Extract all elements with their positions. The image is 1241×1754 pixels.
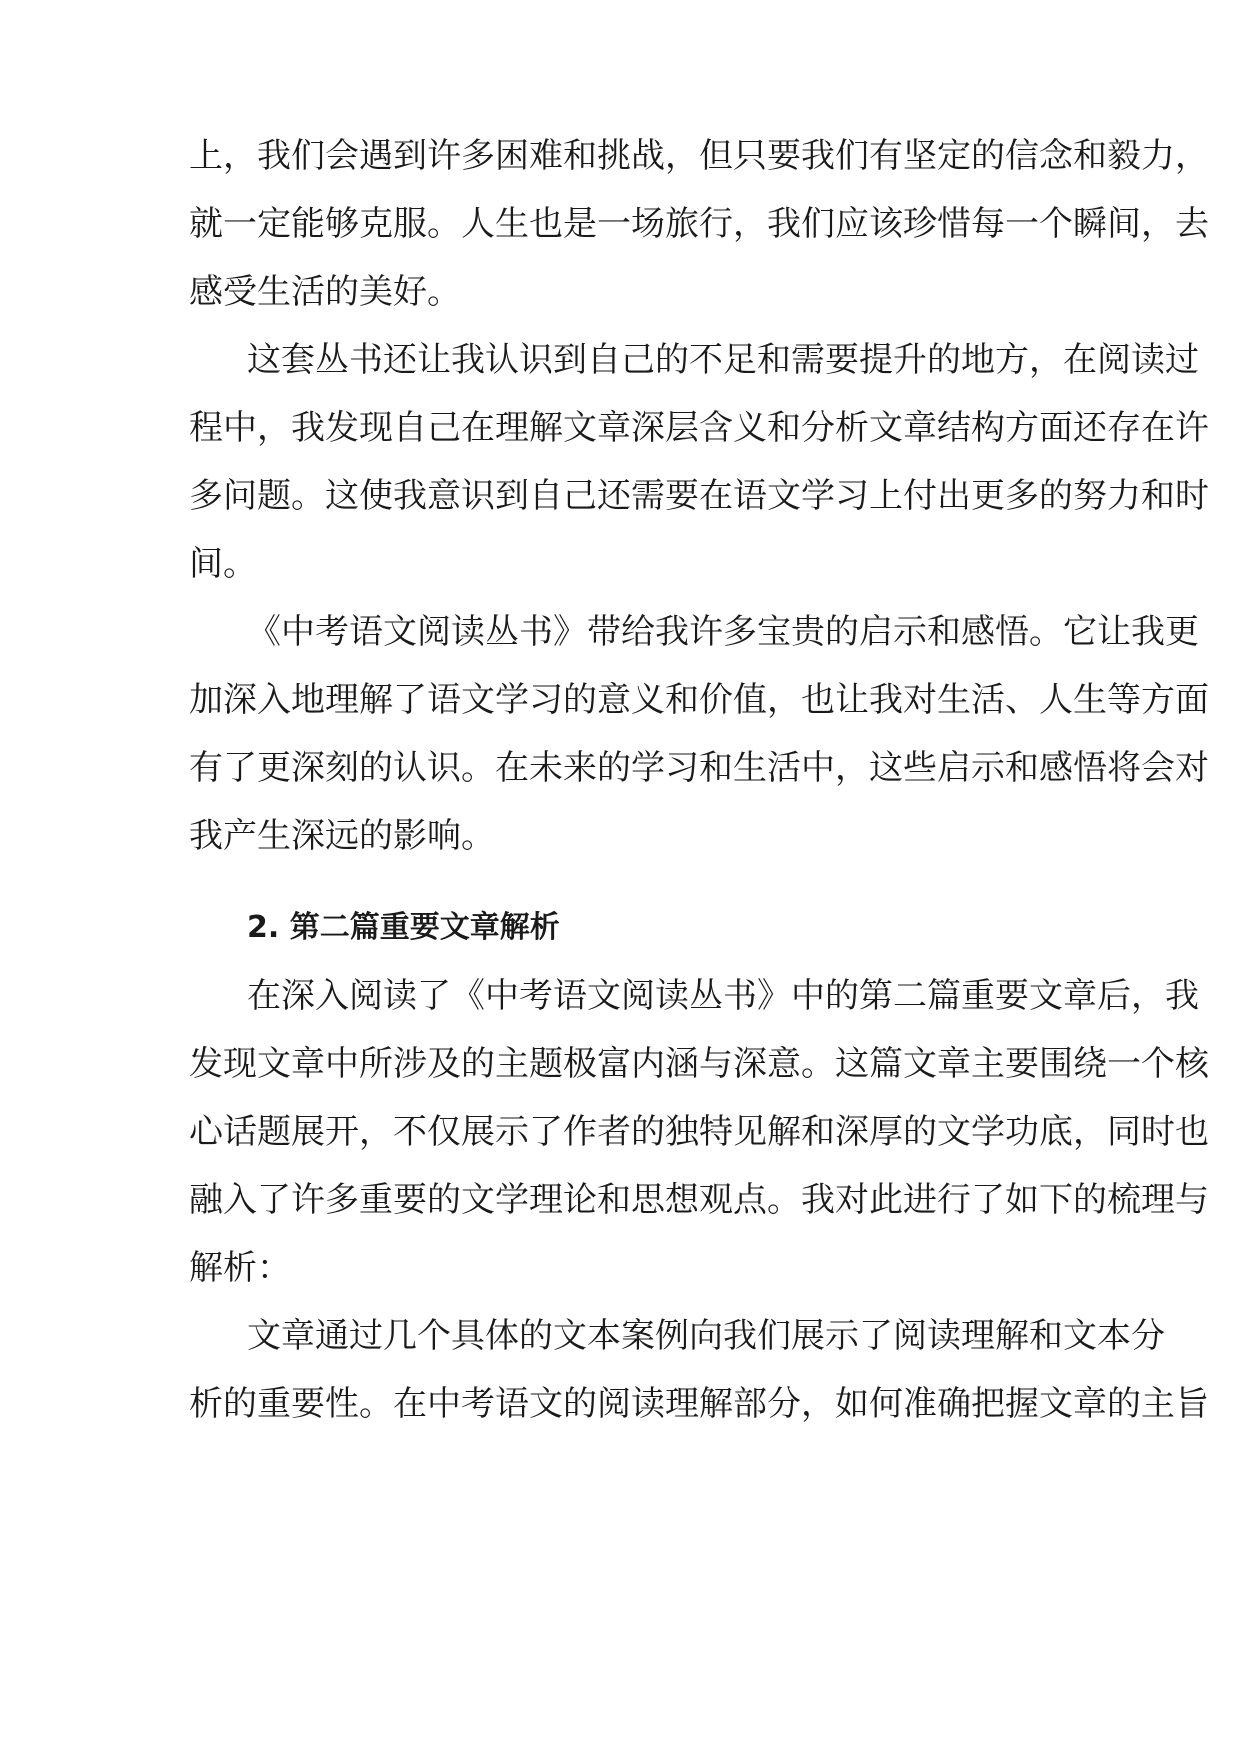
paragraph-3-line-1: 《中考语文阅读丛书》带给我许多宝贵的启示和感悟。它让我更 [247,612,1199,652]
paragraph-2-line-2: 程中，我发现自己在理解文章深层含义和分析文章结构方面还存在许 [189,408,1209,448]
section-paragraph-2-line-2: 析的重要性。在中考语文的阅读理解部分，如何准确把握文章的主旨 [189,1384,1209,1424]
section-heading: 2. 第二篇重要文章解析 [247,910,560,945]
paragraph-1-line-1: 上，我们会遇到许多困难和挑战，但只要我们有坚定的信念和毅力， [189,136,1209,176]
section-paragraph-1-line-2: 发现文章中所涉及的主题极富内涵与深意。这篇文章主要围绕一个核 [189,1044,1209,1084]
paragraph-1-line-3: 感受生活的美好。 [189,272,461,312]
paragraph-1-line-2: 就一定能够克服。人生也是一场旅行，我们应该珍惜每一个瞬间，去 [189,204,1209,244]
paragraph-3-line-4: 我产生深远的影响。 [189,816,495,856]
section-paragraph-2-line-1: 文章通过几个具体的文本案例向我们展示了阅读理解和文本分 [247,1316,1165,1356]
section-paragraph-1-line-5: 解析： [189,1248,291,1288]
paragraph-2-line-1: 这套丛书还让我认识到自己的不足和需要提升的地方，在阅读过 [247,340,1199,380]
paragraph-2-line-4: 间。 [189,544,257,584]
section-paragraph-1-line-3: 心话题展开，不仅展示了作者的独特见解和深厚的文学功底，同时也 [189,1112,1209,1152]
paragraph-2-line-3: 多问题。这使我意识到自己还需要在语文学习上付出更多的努力和时 [189,476,1209,516]
paragraph-3-line-3: 有了更深刻的认识。在未来的学习和生活中，这些启示和感悟将会对 [189,748,1209,788]
section-paragraph-1-line-1: 在深入阅读了《中考语文阅读丛书》中的第二篇重要文章后，我 [247,976,1199,1016]
section-paragraph-1-line-4: 融入了许多重要的文学理论和思想观点。我对此进行了如下的梳理与 [189,1180,1209,1220]
paragraph-3-line-2: 加深入地理解了语文学习的意义和价值，也让我对生活、人生等方面 [189,680,1209,720]
